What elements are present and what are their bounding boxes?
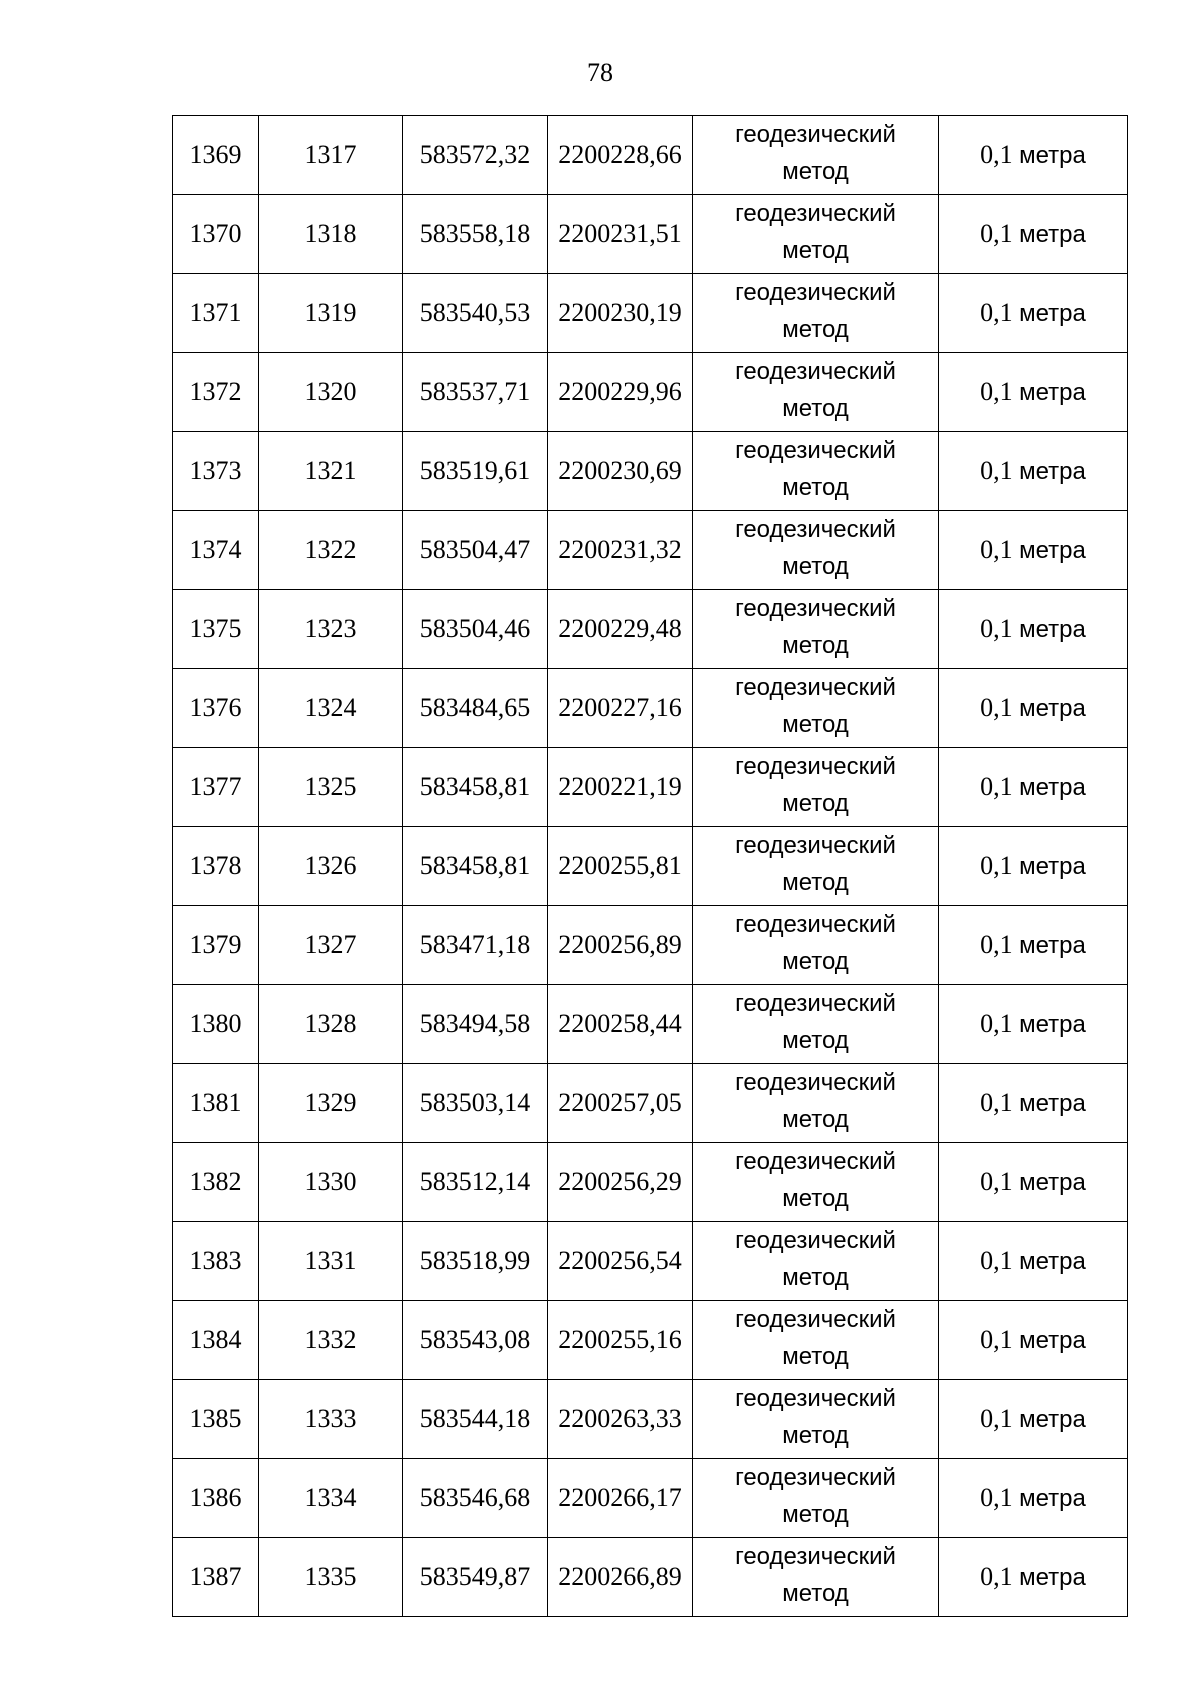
method-text-line2: метод: [782, 1580, 849, 1607]
row-number-cell: 1385: [173, 1380, 259, 1459]
method-text-line1: геодезический: [735, 832, 896, 859]
y-coordinate-cell: 2200230,69: [548, 432, 693, 511]
x-coordinate-cell: 583558,18: [403, 195, 548, 274]
table-row: [173, 1301, 1128, 1380]
point-number-cell: 1332: [259, 1301, 403, 1380]
y-coordinate-cell: 2200230,19: [548, 274, 693, 353]
method-text-line1: геодезический: [735, 1543, 896, 1570]
accuracy-value: 0,1: [980, 1087, 1013, 1117]
accuracy-value: 0,1: [980, 1482, 1013, 1512]
x-coordinate-cell: 583484,65: [403, 669, 548, 748]
table-row: [173, 432, 1128, 511]
point-number-cell: 1317: [259, 116, 403, 195]
y-coordinate-cell: 2200256,89: [548, 906, 693, 985]
method-text-line2: метод: [782, 632, 849, 659]
accuracy-value: 0,1: [980, 613, 1013, 643]
accuracy-unit: метра: [1019, 1563, 1086, 1591]
x-coordinate-cell: 583540,53: [403, 274, 548, 353]
accuracy-unit: метра: [1019, 1247, 1086, 1275]
y-coordinate-cell: 2200263,33: [548, 1380, 693, 1459]
point-number-cell: 1327: [259, 906, 403, 985]
point-number-cell: 1331: [259, 1222, 403, 1301]
accuracy-unit: метра: [1019, 1168, 1086, 1196]
accuracy-cell: [939, 748, 1128, 827]
row-number-cell: 1369: [173, 116, 259, 195]
method-text-line1: геодезический: [735, 595, 896, 622]
x-coordinate-cell: 583458,81: [403, 748, 548, 827]
method-text-line1: геодезический: [735, 674, 896, 701]
accuracy-value: 0,1: [980, 218, 1013, 248]
coordinates-table-body: [173, 116, 1128, 1617]
y-coordinate-cell: 2200266,17: [548, 1459, 693, 1538]
accuracy-value: 0,1: [980, 455, 1013, 485]
point-number-cell: 1318: [259, 195, 403, 274]
method-cell: [693, 274, 939, 353]
x-coordinate-cell: 583546,68: [403, 1459, 548, 1538]
method-text-line2: метод: [782, 948, 849, 975]
x-coordinate-cell: 583494,58: [403, 985, 548, 1064]
method-text-line2: метод: [782, 553, 849, 580]
method-text-line2: метод: [782, 790, 849, 817]
method-cell: [693, 827, 939, 906]
accuracy-cell: [939, 1380, 1128, 1459]
table-row: [173, 1064, 1128, 1143]
accuracy-cell: [939, 906, 1128, 985]
method-text-line1: геодезический: [735, 200, 896, 227]
method-text-line2: метод: [782, 474, 849, 501]
y-coordinate-cell: 2200256,29: [548, 1143, 693, 1222]
method-text-line2: метод: [782, 1027, 849, 1054]
y-coordinate-cell: 2200227,16: [548, 669, 693, 748]
accuracy-unit: метра: [1019, 694, 1086, 722]
accuracy-cell: [939, 274, 1128, 353]
coordinates-table: [172, 115, 1128, 1617]
method-text-line1: геодезический: [735, 1148, 896, 1175]
row-number-cell: 1387: [173, 1538, 259, 1617]
x-coordinate-cell: 583549,87: [403, 1538, 548, 1617]
row-number-cell: 1370: [173, 195, 259, 274]
y-coordinate-cell: 2200229,96: [548, 353, 693, 432]
y-coordinate-cell: 2200231,51: [548, 195, 693, 274]
row-number-cell: 1384: [173, 1301, 259, 1380]
accuracy-unit: метра: [1019, 773, 1086, 801]
accuracy-value: 0,1: [980, 1561, 1013, 1591]
method-text-line1: геодезический: [735, 911, 896, 938]
x-coordinate-cell: 583512,14: [403, 1143, 548, 1222]
y-coordinate-cell: 2200257,05: [548, 1064, 693, 1143]
accuracy-cell: [939, 1222, 1128, 1301]
row-number-cell: 1379: [173, 906, 259, 985]
accuracy-cell: [939, 1538, 1128, 1617]
method-text-line1: геодезический: [735, 279, 896, 306]
table-row: [173, 1459, 1128, 1538]
accuracy-unit: метра: [1019, 1010, 1086, 1038]
method-text-line1: геодезический: [735, 1464, 896, 1491]
y-coordinate-cell: 2200266,89: [548, 1538, 693, 1617]
accuracy-cell: [939, 827, 1128, 906]
accuracy-value: 0,1: [980, 1166, 1013, 1196]
y-coordinate-cell: 2200221,19: [548, 748, 693, 827]
table-row: [173, 906, 1128, 985]
accuracy-cell: [939, 1143, 1128, 1222]
method-cell: [693, 1301, 939, 1380]
method-cell: [693, 432, 939, 511]
method-text-line2: метод: [782, 1501, 849, 1528]
table-row: [173, 1143, 1128, 1222]
table-row: [173, 353, 1128, 432]
accuracy-unit: метра: [1019, 299, 1086, 327]
method-text-line2: метод: [782, 1422, 849, 1449]
method-text-line1: геодезический: [735, 516, 896, 543]
accuracy-value: 0,1: [980, 850, 1013, 880]
method-cell: [693, 353, 939, 432]
point-number-cell: 1320: [259, 353, 403, 432]
accuracy-cell: [939, 1064, 1128, 1143]
accuracy-value: 0,1: [980, 297, 1013, 327]
table-row: [173, 669, 1128, 748]
method-text-line2: метод: [782, 711, 849, 738]
y-coordinate-cell: 2200258,44: [548, 985, 693, 1064]
accuracy-unit: метра: [1019, 536, 1086, 564]
accuracy-unit: метра: [1019, 457, 1086, 485]
row-number-cell: 1374: [173, 511, 259, 590]
accuracy-cell: [939, 1459, 1128, 1538]
accuracy-cell: [939, 669, 1128, 748]
method-cell: [693, 116, 939, 195]
table-row: [173, 827, 1128, 906]
method-text-line1: геодезический: [735, 1385, 896, 1412]
x-coordinate-cell: 583572,32: [403, 116, 548, 195]
method-text-line1: геодезический: [735, 121, 896, 148]
method-text-line2: метод: [782, 158, 849, 185]
method-cell: [693, 669, 939, 748]
method-text-line2: метод: [782, 1185, 849, 1212]
accuracy-cell: [939, 511, 1128, 590]
method-text-line2: метод: [782, 316, 849, 343]
point-number-cell: 1330: [259, 1143, 403, 1222]
y-coordinate-cell: 2200256,54: [548, 1222, 693, 1301]
accuracy-unit: метра: [1019, 615, 1086, 643]
accuracy-cell: [939, 432, 1128, 511]
point-number-cell: 1319: [259, 274, 403, 353]
point-number-cell: 1321: [259, 432, 403, 511]
row-number-cell: 1381: [173, 1064, 259, 1143]
table-row: [173, 511, 1128, 590]
accuracy-unit: метра: [1019, 378, 1086, 406]
method-cell: [693, 590, 939, 669]
row-number-cell: 1386: [173, 1459, 259, 1538]
table-row: [173, 985, 1128, 1064]
x-coordinate-cell: 583503,14: [403, 1064, 548, 1143]
x-coordinate-cell: 583504,46: [403, 590, 548, 669]
accuracy-unit: метра: [1019, 1405, 1086, 1433]
row-number-cell: 1376: [173, 669, 259, 748]
point-number-cell: 1328: [259, 985, 403, 1064]
accuracy-value: 0,1: [980, 1008, 1013, 1038]
x-coordinate-cell: 583519,61: [403, 432, 548, 511]
table-row: [173, 274, 1128, 353]
point-number-cell: 1334: [259, 1459, 403, 1538]
accuracy-cell: [939, 985, 1128, 1064]
accuracy-value: 0,1: [980, 1403, 1013, 1433]
method-text-line1: геодезический: [735, 358, 896, 385]
method-cell: [693, 1538, 939, 1617]
point-number-cell: 1323: [259, 590, 403, 669]
method-text-line1: геодезический: [735, 1306, 896, 1333]
y-coordinate-cell: 2200228,66: [548, 116, 693, 195]
method-text-line1: геодезический: [735, 1069, 896, 1096]
point-number-cell: 1325: [259, 748, 403, 827]
method-cell: [693, 985, 939, 1064]
method-text-line2: метод: [782, 237, 849, 264]
accuracy-cell: [939, 590, 1128, 669]
accuracy-cell: [939, 353, 1128, 432]
y-coordinate-cell: 2200231,32: [548, 511, 693, 590]
accuracy-unit: метра: [1019, 1089, 1086, 1117]
accuracy-cell: [939, 116, 1128, 195]
y-coordinate-cell: 2200255,81: [548, 827, 693, 906]
accuracy-unit: метра: [1019, 1484, 1086, 1512]
table-row: [173, 1222, 1128, 1301]
method-cell: [693, 195, 939, 274]
accuracy-unit: метра: [1019, 141, 1086, 169]
method-cell: [693, 1222, 939, 1301]
accuracy-value: 0,1: [980, 139, 1013, 169]
method-cell: [693, 906, 939, 985]
point-number-cell: 1324: [259, 669, 403, 748]
accuracy-value: 0,1: [980, 376, 1013, 406]
page-number: 78: [587, 58, 613, 87]
point-number-cell: 1333: [259, 1380, 403, 1459]
method-text-line1: геодезический: [735, 990, 896, 1017]
row-number-cell: 1382: [173, 1143, 259, 1222]
method-cell: [693, 1064, 939, 1143]
x-coordinate-cell: 583518,99: [403, 1222, 548, 1301]
point-number-cell: 1322: [259, 511, 403, 590]
accuracy-unit: метра: [1019, 1326, 1086, 1354]
accuracy-value: 0,1: [980, 1245, 1013, 1275]
method-text-line2: метод: [782, 395, 849, 422]
y-coordinate-cell: 2200229,48: [548, 590, 693, 669]
method-cell: [693, 511, 939, 590]
method-text-line2: метод: [782, 1106, 849, 1133]
accuracy-unit: метра: [1019, 931, 1086, 959]
x-coordinate-cell: 583544,18: [403, 1380, 548, 1459]
accuracy-value: 0,1: [980, 929, 1013, 959]
accuracy-value: 0,1: [980, 692, 1013, 722]
row-number-cell: 1378: [173, 827, 259, 906]
row-number-cell: 1380: [173, 985, 259, 1064]
row-number-cell: 1375: [173, 590, 259, 669]
y-coordinate-cell: 2200255,16: [548, 1301, 693, 1380]
method-cell: [693, 1459, 939, 1538]
x-coordinate-cell: 583537,71: [403, 353, 548, 432]
method-cell: [693, 1143, 939, 1222]
table-row: [173, 195, 1128, 274]
row-number-cell: 1377: [173, 748, 259, 827]
row-number-cell: 1371: [173, 274, 259, 353]
row-number-cell: 1383: [173, 1222, 259, 1301]
method-text-line1: геодезический: [735, 753, 896, 780]
accuracy-unit: метра: [1019, 220, 1086, 248]
accuracy-value: 0,1: [980, 534, 1013, 564]
method-text-line2: метод: [782, 1343, 849, 1370]
table-row: [173, 1380, 1128, 1459]
accuracy-cell: [939, 1301, 1128, 1380]
x-coordinate-cell: 583543,08: [403, 1301, 548, 1380]
point-number-cell: 1335: [259, 1538, 403, 1617]
table-row: [173, 116, 1128, 195]
method-text-line1: геодезический: [735, 1227, 896, 1254]
row-number-cell: 1373: [173, 432, 259, 511]
accuracy-value: 0,1: [980, 1324, 1013, 1354]
table-row: [173, 590, 1128, 669]
accuracy-unit: метра: [1019, 852, 1086, 880]
table-row: [173, 1538, 1128, 1617]
point-number-cell: 1326: [259, 827, 403, 906]
row-number-cell: 1372: [173, 353, 259, 432]
method-cell: [693, 748, 939, 827]
x-coordinate-cell: 583504,47: [403, 511, 548, 590]
method-cell: [693, 1380, 939, 1459]
x-coordinate-cell: 583471,18: [403, 906, 548, 985]
point-number-cell: 1329: [259, 1064, 403, 1143]
x-coordinate-cell: 583458,81: [403, 827, 548, 906]
method-text-line1: геодезический: [735, 437, 896, 464]
table-row: [173, 748, 1128, 827]
accuracy-cell: [939, 195, 1128, 274]
method-text-line2: метод: [782, 1264, 849, 1291]
method-text-line2: метод: [782, 869, 849, 896]
accuracy-value: 0,1: [980, 771, 1013, 801]
